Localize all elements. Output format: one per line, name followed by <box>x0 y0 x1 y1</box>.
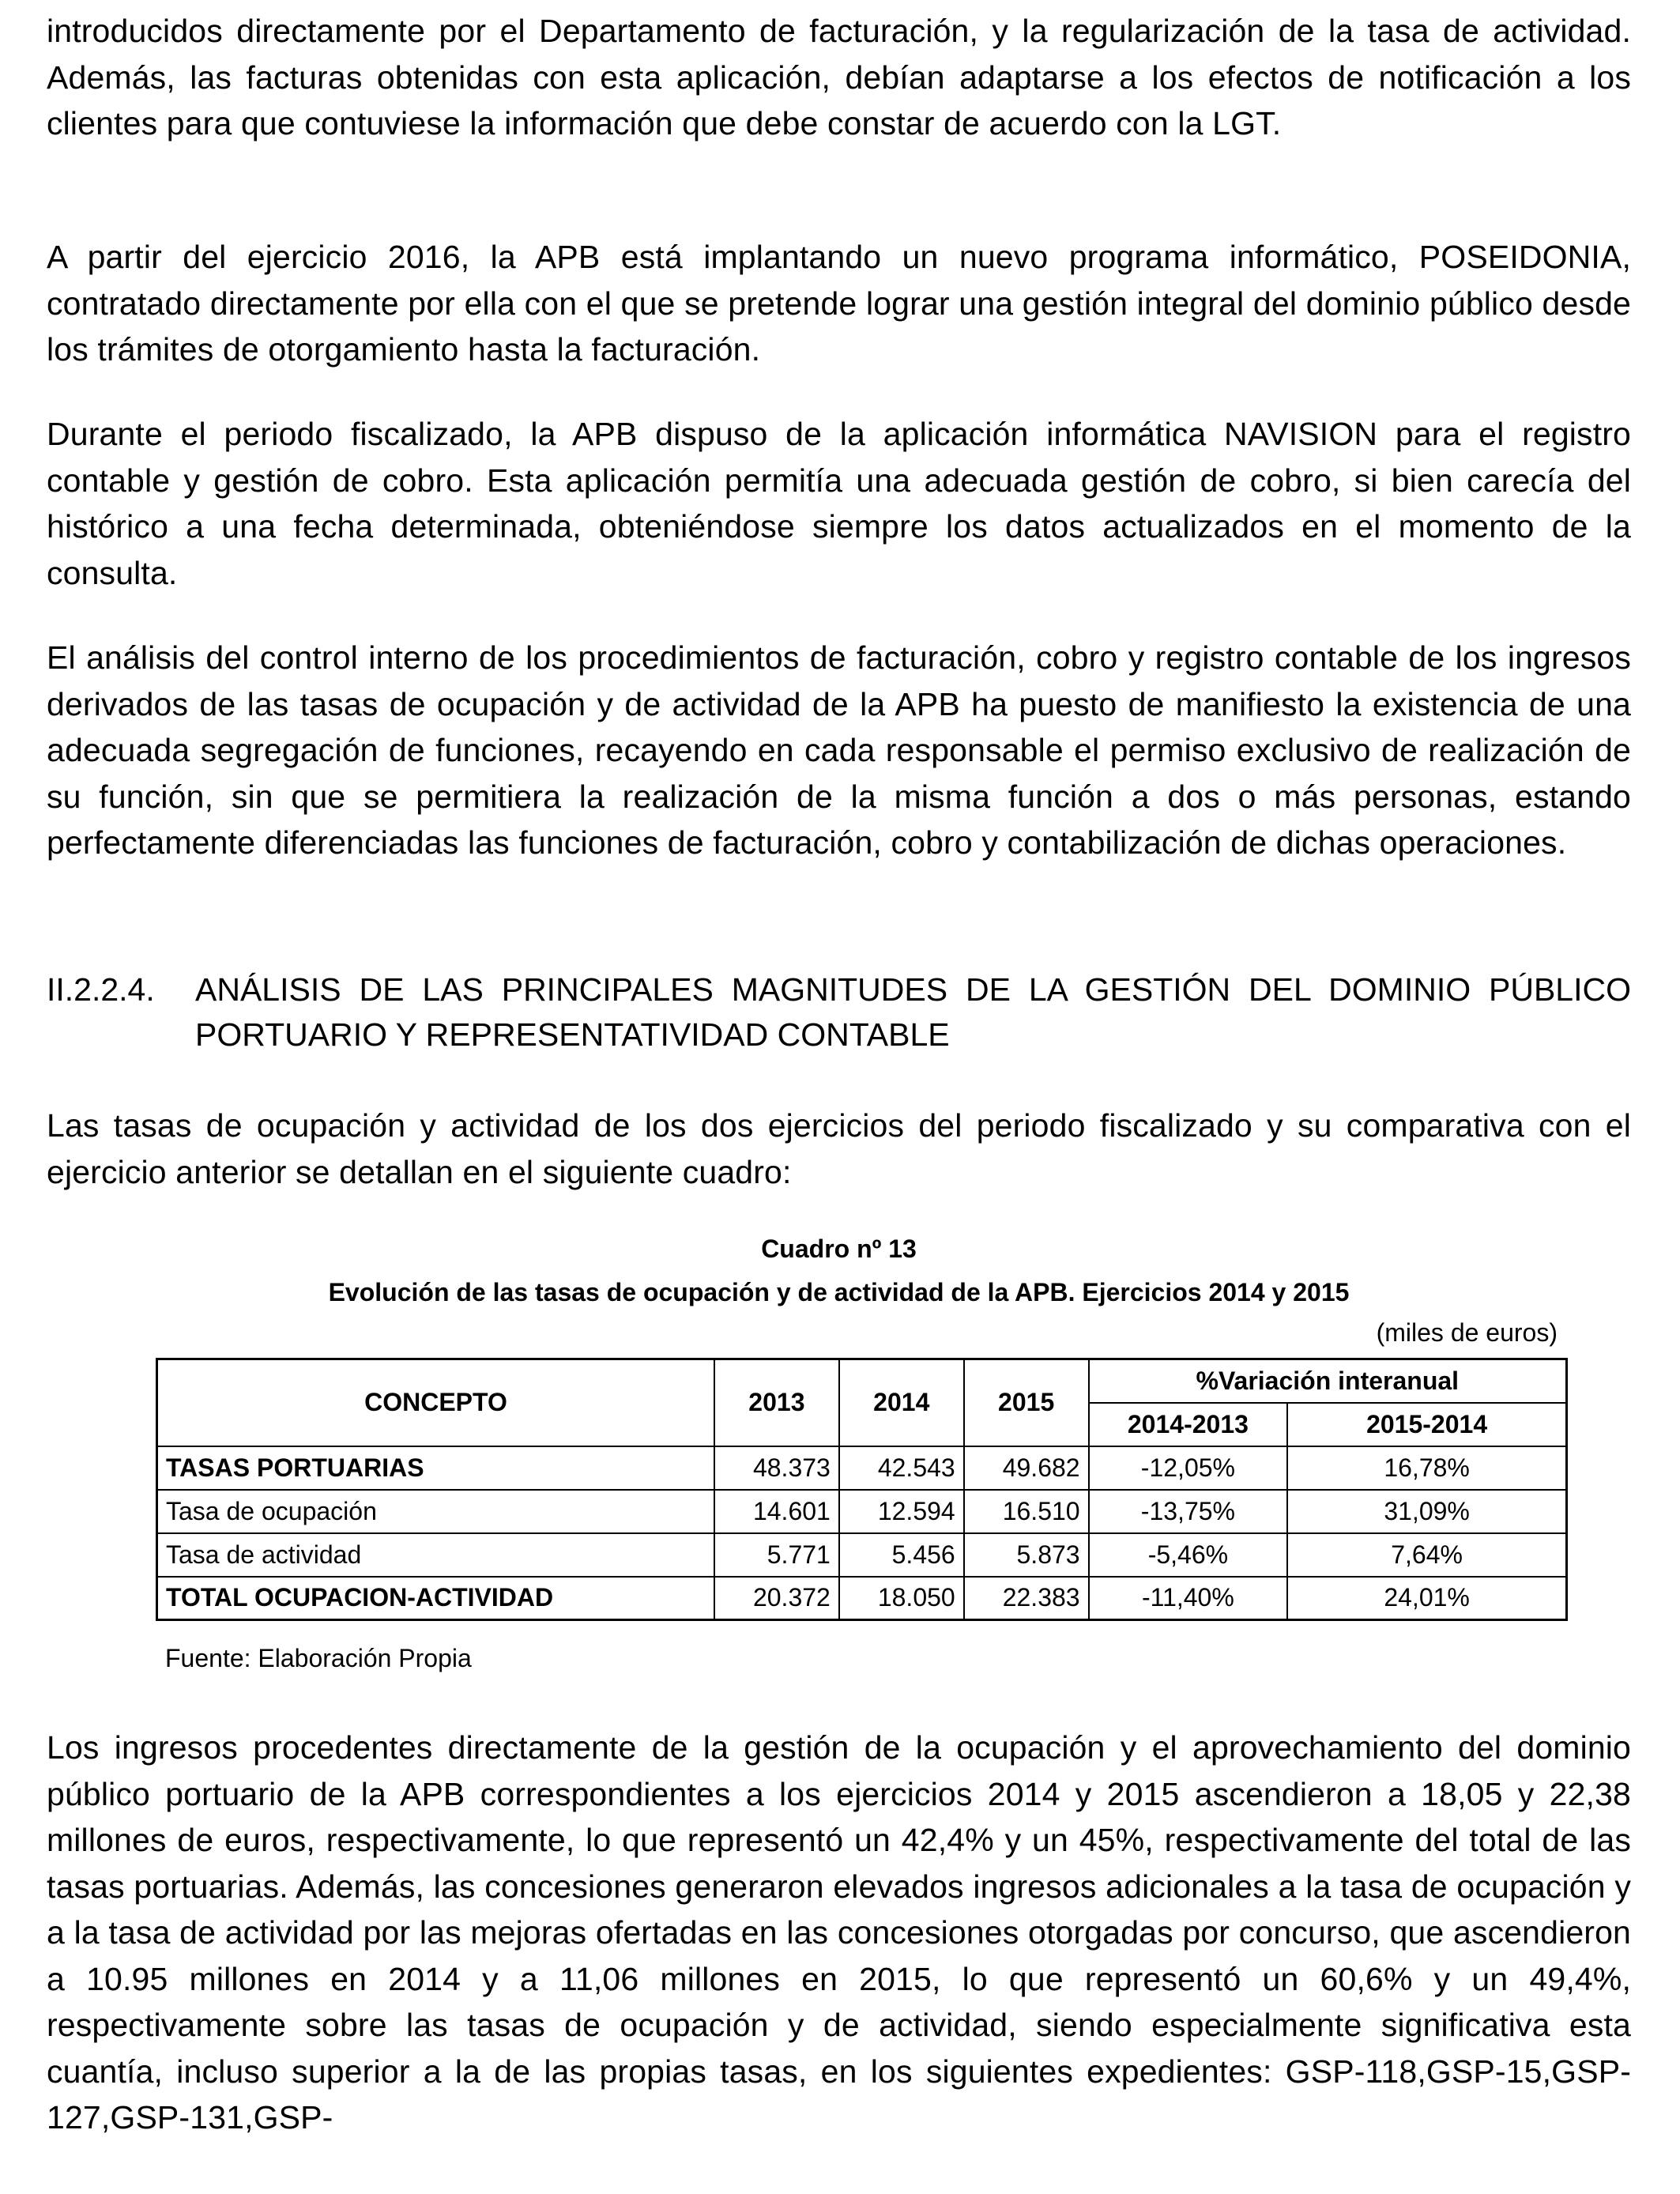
paragraph-facturacion: introducidos directamente por el Departamento de facturación, y la regularización de la tasa de actividad. Además, las facturas obtenidas con esta aplicación, debían adaptarse a los efectos de notificación a los clientes para que contuviese la información que debe constar de acuerdo con la LGT. <box>47 13 1631 141</box>
table-row <box>157 1490 1567 1533</box>
row-var-2014-2013: -13,75% <box>1089 1490 1288 1533</box>
row-var-2015-2014: 31,09% <box>1287 1490 1566 1533</box>
row-var-2015-2014: 7,64% <box>1287 1533 1566 1577</box>
header-2014: 2014 <box>839 1359 964 1446</box>
row-concept: TASAS PORTUARIAS <box>157 1446 714 1490</box>
header-concepto: CONCEPTO <box>157 1359 714 1446</box>
row-2015: 49.682 <box>964 1446 1089 1490</box>
header-2015: 2015 <box>964 1359 1089 1446</box>
row-2015: 5.873 <box>964 1533 1089 1577</box>
header-2013: 2013 <box>714 1359 839 1446</box>
row-concept: Tasa de ocupación <box>157 1490 714 1533</box>
row-2015: 22.383 <box>964 1577 1089 1620</box>
table-title: Evolución de las tasas de ocupación y de actividad de la APB. Ejercicios 2014 y 2015 <box>328 1278 1350 1306</box>
row-concept: Tasa de actividad <box>157 1533 714 1577</box>
paragraph-control-interno: El análisis del control interno de los procedimientos de facturación, cobro y registro contable de los ingresos derivados de las tasas de ocupación y de actividad de la APB ha puesto de manifiesto la existencia de una adecuada segregación de funciones, recayendo en cada responsable el permiso exclusivo de realización de su función, sin que se permitiera la realización de la misma función a dos o más personas, estando perfectamente diferenciadas las funciones de facturación, cobro y contabilización de dichas operaciones. <box>47 639 1631 861</box>
row-concept: TOTAL OCUPACION-ACTIVIDAD <box>157 1577 714 1620</box>
row-2014: 5.456 <box>839 1533 964 1577</box>
paragraph-navision: Durante el periodo fiscalizado, la APB dispuso de la aplicación informática NAVISION para el registro contable y gestión de cobro. Esta aplicación permitía una adecuada gestión de cobro, si bien carecía del histórico a una fecha determinada, obteniéndose siempre los datos actualizados en el momento de la consulta. <box>47 416 1631 591</box>
tasas-table <box>156 1358 1568 1621</box>
header-2015-2014: 2015-2014 <box>1287 1403 1566 1446</box>
row-var-2015-2014: 24,01% <box>1287 1577 1566 1620</box>
header-2014-2013: 2014-2013 <box>1089 1403 1288 1446</box>
paragraph-poseidonia: A partir del ejercicio 2016, la APB está implantando un nuevo programa informático, POSEIDONIA, contratado directamente por ella con el que se pretende lograr una gestión integral del dominio público desde los trámites de otorgamiento hasta la facturación. <box>47 239 1631 368</box>
table-row <box>157 1446 1567 1490</box>
row-2013: 5.771 <box>714 1533 839 1577</box>
row-var-2014-2013: -11,40% <box>1089 1577 1288 1620</box>
row-2013: 20.372 <box>714 1577 839 1620</box>
paragraph-ingresos: Los ingresos procedentes directamente de la gestión de la ocupación y el aprovechamiento del dominio público portuario de la APB correspondientes a los ejercicios 2014 y 2015 ascendieron a 18,05 y 22,38 millones de euros, respectivamente, lo que representó un 42,4% y un 45%, respectivamente del total de las tasas portuarias. Además, las concesiones generaron elevados ingresos adicionales a la tasa de ocupación y a la tasa de actividad por las mejoras ofertadas en las concesiones otorgadas por concurso, que ascendieron a 10.95 millones en 2014 y a 11,06 millones en 2015, lo que representó un 60,6% y un 49,4%, respectivamente sobre las tasas de ocupación y de actividad, siendo especialmente significativa esta cuantía, incluso superior a la de las propias tasas, en los siguientes expedientes: GSP-118,GSP-15,GSP-127,GSP-131,GSP- <box>47 1729 1631 2136</box>
section-number: II.2.2.4. <box>47 971 155 1008</box>
row-2014: 42.543 <box>839 1446 964 1490</box>
table-source: Fuente: Elaboración Propia <box>165 1644 472 1672</box>
row-2013: 48.373 <box>714 1446 839 1490</box>
header-variacion: %Variación interanual <box>1089 1359 1567 1403</box>
row-var-2014-2013: -12,05% <box>1089 1446 1288 1490</box>
row-2014: 18.050 <box>839 1577 964 1620</box>
row-2013: 14.601 <box>714 1490 839 1533</box>
table-units: (miles de euros) <box>1376 1318 1558 1347</box>
table-row <box>157 1577 1567 1620</box>
row-var-2014-2013: -5,46% <box>1089 1533 1288 1577</box>
row-2015: 16.510 <box>964 1490 1089 1533</box>
row-var-2015-2014: 16,78% <box>1287 1446 1566 1490</box>
paragraph-intro-cuadro: Las tasas de ocupación y actividad de los dos ejercicios del periodo fiscalizado y su comparativa con el ejercicio anterior se detallan en el siguiente cuadro: <box>47 1107 1631 1190</box>
table-caption: Cuadro nº 13 <box>761 1235 917 1263</box>
section-title: ANÁLISIS DE LAS PRINCIPALES MAGNITUDES DE LA GESTIÓN DEL DOMINIO PÚBLICO PORTUARIO Y REPRESENTATIVIDAD CONTABLE <box>195 971 1631 1053</box>
table-header-row <box>157 1359 1567 1403</box>
table-row <box>157 1533 1567 1577</box>
row-2014: 12.594 <box>839 1490 964 1533</box>
